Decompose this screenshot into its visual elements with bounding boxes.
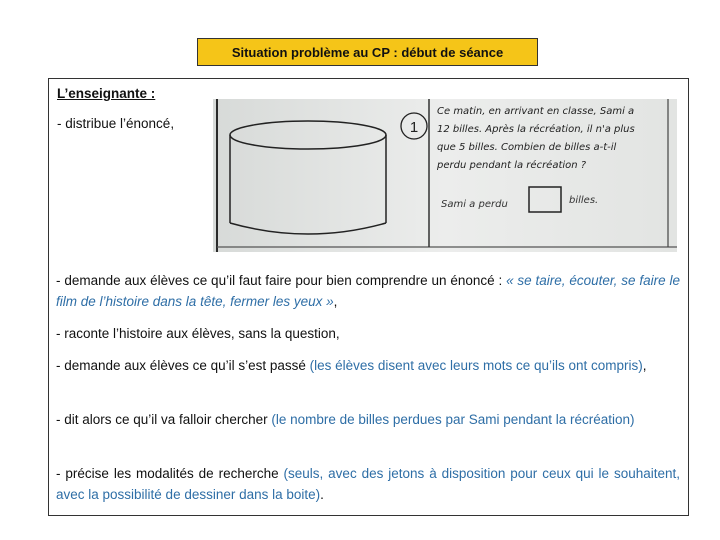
problem-number: 1 — [409, 119, 419, 136]
problem-line-4: perdu pendant la récréation ? — [437, 160, 587, 171]
page-title: Situation problème au CP : début de séance — [231, 44, 504, 60]
item-distribute: - distribue l’énoncé, — [57, 116, 175, 131]
item-modalities-answer: (seuls, avec des jetons à disposition pour ceux qui le souhaitent, avec la possibilité de dessiner dans la boite) — [56, 466, 681, 502]
item-search-text: - dit alors ce qu’il va falloir chercher — [56, 412, 272, 427]
teacher-heading: L’enseignante : — [57, 86, 156, 101]
item-tell-story: - raconte l’histoire aux élèves, sans la question, — [56, 326, 340, 341]
worksheet-photo — [213, 99, 677, 252]
item-understand-end: , — [333, 294, 338, 309]
item-modalities-text: - précise les modalités de recherche — [56, 466, 284, 481]
item-what-happened-answer: (les élèves disent avec leurs mots ce qu’ils ont compris) — [309, 358, 643, 373]
item-understand-quote: « se taire, écouter, se faire le film de l’histoire dans la tête, fermer les yeux » — [56, 273, 680, 309]
title-box — [197, 38, 538, 66]
problem-line-3: que 5 billes. Combien de billes a-t-il — [437, 142, 617, 153]
item-what-happened-end: , — [642, 358, 647, 373]
item-what-happened-text: - demande aux élèves ce qu’il s’est passé — [56, 358, 310, 373]
item-understand-text: - demande aux élèves ce qu’il faut faire pour bien comprendre un énoncé : — [56, 273, 507, 288]
item-modalities-end: . — [320, 487, 324, 502]
answer-sentence-end: billes. — [569, 195, 599, 206]
problem-line-2: 12 billes. Après la récréation, il n'a plus — [437, 124, 635, 135]
item-understand — [56, 270, 680, 312]
item-search-answer: (le nombre de billes perdues par Sami pendant la récréation) — [271, 412, 635, 427]
item-search — [56, 409, 680, 430]
item-what-happened — [56, 355, 680, 376]
answer-sentence-start: Sami a perdu — [441, 199, 508, 210]
problem-line-1: Ce matin, en arrivant en classe, Sami a — [437, 106, 635, 117]
item-modalities — [56, 463, 680, 505]
worksheet-image — [213, 99, 677, 252]
